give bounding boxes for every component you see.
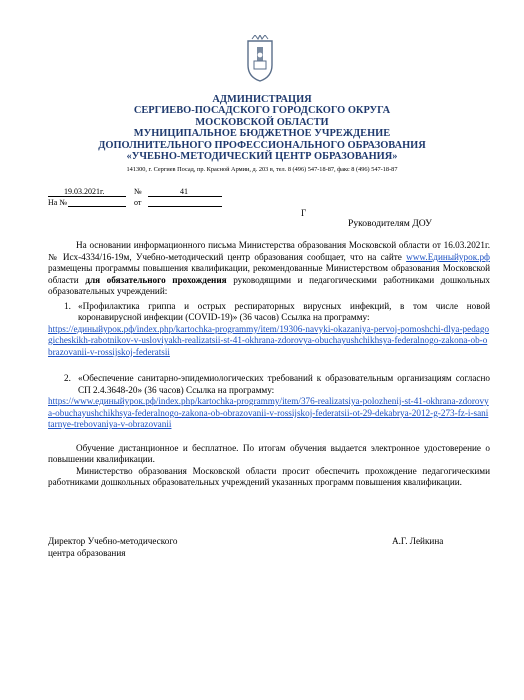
program-number: 2. bbox=[64, 373, 71, 383]
signatory-position-line: центра образования bbox=[48, 547, 126, 558]
coat-of-arms-emblem bbox=[244, 35, 276, 83]
spacer bbox=[48, 431, 490, 443]
closing-paragraph: Обучение дистанционное и бесплатное. По итогам обучения выдается электронное удостоверение о повышении квалификации. bbox=[48, 442, 490, 464]
program-link[interactable]: https://www.единыйурок.рф/index.php/kartochka-programmy/item/376-realizatsiya-polozhenij-st-41-okhrana-zdorovya-obuchayushchikhsya-federalnogo-zakona-ob-obrazovanii-v-rossijskoj-federatsii-ot-29-dekabrya-2012-g-273-fz-i-sanitarnye-trebovaniya-v-obrazovanii bbox=[48, 396, 489, 429]
signatory-position-line: Директор Учебно-методического bbox=[48, 536, 178, 546]
date-underline bbox=[48, 196, 126, 197]
program-item bbox=[48, 301, 490, 359]
addressee: Руководителям ДОУ bbox=[348, 218, 432, 229]
site-link[interactable]: www.Единыйурок.рф bbox=[406, 251, 490, 262]
intro-text: размещены программы повышения квалификации, рекомендованные Министерством образования Московской области bbox=[48, 263, 490, 285]
signatory-position bbox=[48, 536, 177, 559]
registration-number: 41 bbox=[180, 187, 188, 196]
program-item bbox=[48, 373, 490, 431]
header-line: АДМИНИСТРАЦИЯ bbox=[212, 94, 312, 105]
reference-from-label: от bbox=[134, 198, 142, 207]
header-line: МУНИЦИПАЛЬНОЕ БЮДЖЕТНОЕ УЧРЕЖДЕНИЕ bbox=[133, 128, 391, 140]
spacer bbox=[48, 358, 490, 370]
intro-bold-text: для обязательного прохождения bbox=[85, 274, 227, 285]
reference-date-underline bbox=[148, 206, 222, 207]
program-link[interactable]: https://единыйурок.рф/index.php/kartochka-programmy/item/19306-navyki-okazaniya-pervoj-pomoshchi-dlya-pedagogicheskikh-rabotnikov-v-usloviyakh-realizatsii-st-41-okhrana-zdorovya-obuchayushchikhsya-federalnogo-zakona-ob-obrazovanii-v-rossijskoj-federatsii bbox=[48, 323, 490, 357]
intro-text: На основании информационного письма Министерства образования Московской области от 16.03.2021г. № Исх-4334/16-19м, Учебно-методический центр образования сообщает, что на сайте bbox=[48, 240, 490, 262]
intro-paragraph bbox=[48, 240, 490, 298]
intro-text: руководящими и педагогическими работниками дошкольных образовательных учреждений: bbox=[48, 274, 490, 296]
header-line: «УЧЕБНО-МЕТОДИЧЕСКИЙ ЦЕНТР ОБРАЗОВАНИЯ» bbox=[126, 151, 398, 163]
reference-number-underline bbox=[68, 206, 126, 207]
closing-paragraph: Министерство образования Московской области просит обеспечить прохождение педагогическими работниками дошкольных образовательных учреждений указанных программ повышения квалификации. bbox=[48, 465, 490, 487]
corner-mark: Г bbox=[301, 208, 307, 218]
header-line: ДОПОЛНИТЕЛЬНОГО ПРОФЕССИОНАЛЬНОГО ОБРАЗОВАНИЯ bbox=[98, 139, 426, 151]
program-title: «Профилактика гриппа и острых респираторных вирусных инфекций, в том числе новой коронавирусной инфекции (COVID-19)» (36 часов) Ссылка на программу: bbox=[78, 300, 490, 322]
header-line: СЕРГИЕВО-ПОСАДСКОГО ГОРОДСКОГО ОКРУГА bbox=[133, 105, 391, 117]
registration-date: 19.03.2021г. bbox=[64, 187, 105, 196]
signatory-name: А.Г. Лейкина bbox=[392, 536, 444, 546]
reference-number-label: На № bbox=[48, 198, 67, 207]
header-line: МОСКОВСКОЙ ОБЛАСТИ bbox=[195, 116, 329, 128]
organization-address: 141300, г. Сергиев Посад, пр. Красной Армии, д. 203 в, тел. 8 (496) 547-18-87, факс 8 (496) 547-18-87 bbox=[126, 166, 398, 173]
registration-number-label: № bbox=[134, 187, 142, 196]
number-underline bbox=[148, 196, 222, 197]
program-title: «Обеспечение санитарно-эпидемиологических требований к образовательным организациям согласно СП 2.4.3648-20» (36 часов) Ссылка на программу: bbox=[78, 373, 490, 395]
program-number: 1. bbox=[64, 300, 71, 311]
organization-header bbox=[60, 94, 464, 162]
letter-body bbox=[48, 240, 490, 489]
